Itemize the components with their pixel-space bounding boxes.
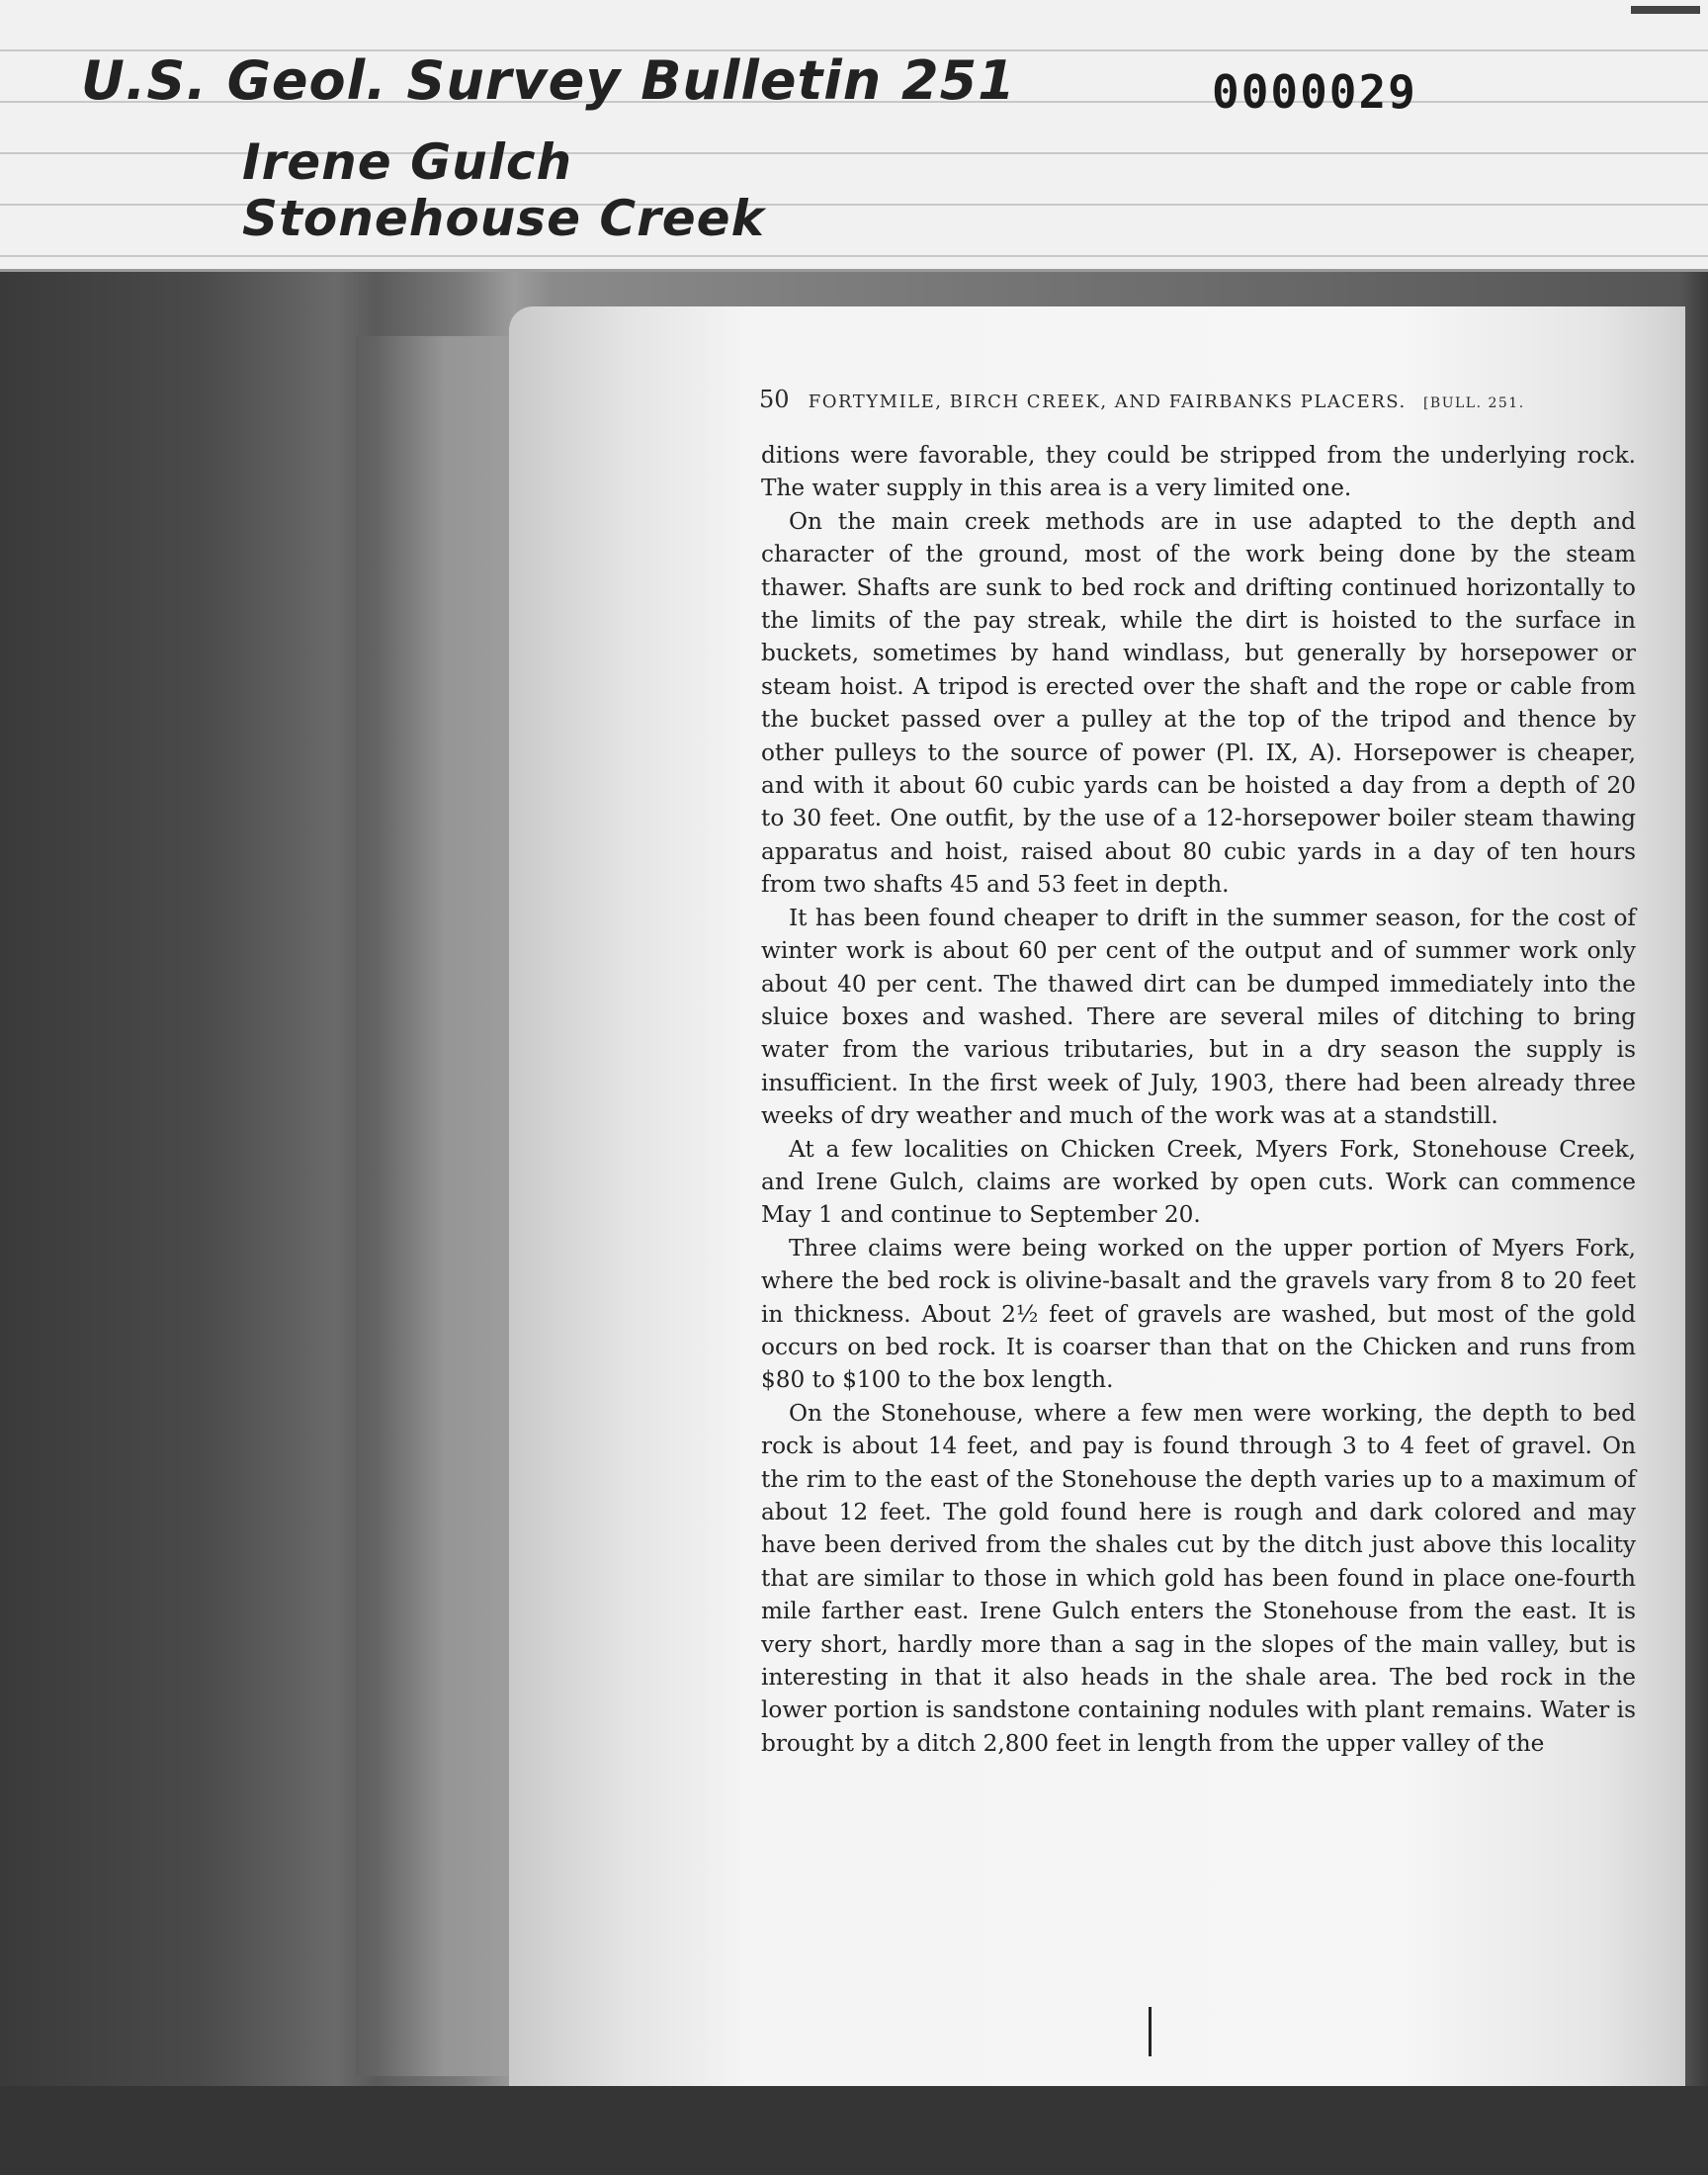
page-number: 50 xyxy=(759,386,790,413)
handwritten-location-2: Stonehouse Creek xyxy=(242,190,765,247)
handwritten-source-note: U.S. Geol. Survey Bulletin 251 xyxy=(81,49,1016,112)
body-text xyxy=(761,439,1636,1760)
bulletin-reference: [BULL. 251. xyxy=(1422,395,1525,411)
running-head xyxy=(759,386,1634,413)
paragraph: ditions were favorable, they could be stripped from the underlying rock. The water supply in this area is a very limited one. xyxy=(761,442,1636,502)
paragraph: It has been found cheaper to drift in the summer season, for the cost of winter work is about 60 per cent of the output and of summer work only about 40 per cent. The thawed dirt can be dumped immediately into the sluice boxes and washed. There are several miles of ditching to bring water from the various tributaries, but in a dry season the supply is insufficient. In the first week of July, 1903, there had been already three weeks of dry weather and much of the work was at a standstill. xyxy=(761,904,1636,1130)
document-number: 0000029 xyxy=(1212,65,1417,119)
page-gutter-shadow xyxy=(356,336,534,2076)
stray-pen-mark xyxy=(1149,2007,1152,2056)
handwritten-location-1: Irene Gulch xyxy=(242,133,573,191)
index-card-header xyxy=(0,0,1708,272)
paragraph: On the Stonehouse, where a few men were working, the depth to bed rock is about 14 feet, and pay is found through 3 to 4 feet of gravel. On the rim to the east of the Stonehouse the depth varies up to a maximum of about 12 feet. The gold found here is rough and dark colored and may have been derived from the shales cut by the ditch just above this locality that are similar to those in which gold has been found in place one-fourth mile farther east. Irene Gulch enters the Stonehouse from the east. It is very short, hardly more than a sag in the slopes of the main valley, but is interesting in that it also heads in the shale area. The bed rock in the lower portion is sandstone containing nodules with plant remains. Water is brought by a ditch 2,800 feet in length from the upper valley of the xyxy=(761,1399,1636,1757)
corner-mark xyxy=(1631,6,1700,14)
paragraph: At a few localities on Chicken Creek, Myers Fork, Stonehouse Creek, and Irene Gulch, claims are worked by open cuts. Work can commence May 1 and continue to September 20. xyxy=(761,1135,1636,1229)
scan-bottom-band xyxy=(0,2086,1708,2175)
running-head-title: FORTYMILE, BIRCH CREEK, AND FAIRBANKS PLACERS. xyxy=(808,392,1407,412)
paragraph: On the main creek methods are in use adapted to the depth and character of the ground, most of the work being done by the steam thawer. Shafts are sunk to bed rock and drifting continued horizontally to the limits of the pay streak, while the dirt is hoisted to the surface in buckets, sometimes by hand windlass, but generally by horsepower or steam hoist. A tripod is erected over the shaft and the rope or cable from the bucket passed over a pulley at the top of the tripod and thence by other pulleys to the source of power (Pl. IX, A). Horsepower is cheaper, and with it about 60 cubic yards can be hoisted a day from a depth of 20 to 30 feet. One outfit, by the use of a 12-horsepower boiler steam thawing apparatus and hoist, raised about 80 cubic yards in a day of ten hours from two shafts 45 and 53 feet in depth. xyxy=(761,507,1636,899)
paragraph: Three claims were being worked on the upper portion of Myers Fork, where the bed rock is olivine-basalt and the gravels vary from 8 to 20 feet in thickness. About 2½ feet of gravels are washed, but most of the gold occurs on bed rock. It is coarser than that on the Chicken and runs from $80 to $100 to the box length. xyxy=(761,1234,1636,1394)
